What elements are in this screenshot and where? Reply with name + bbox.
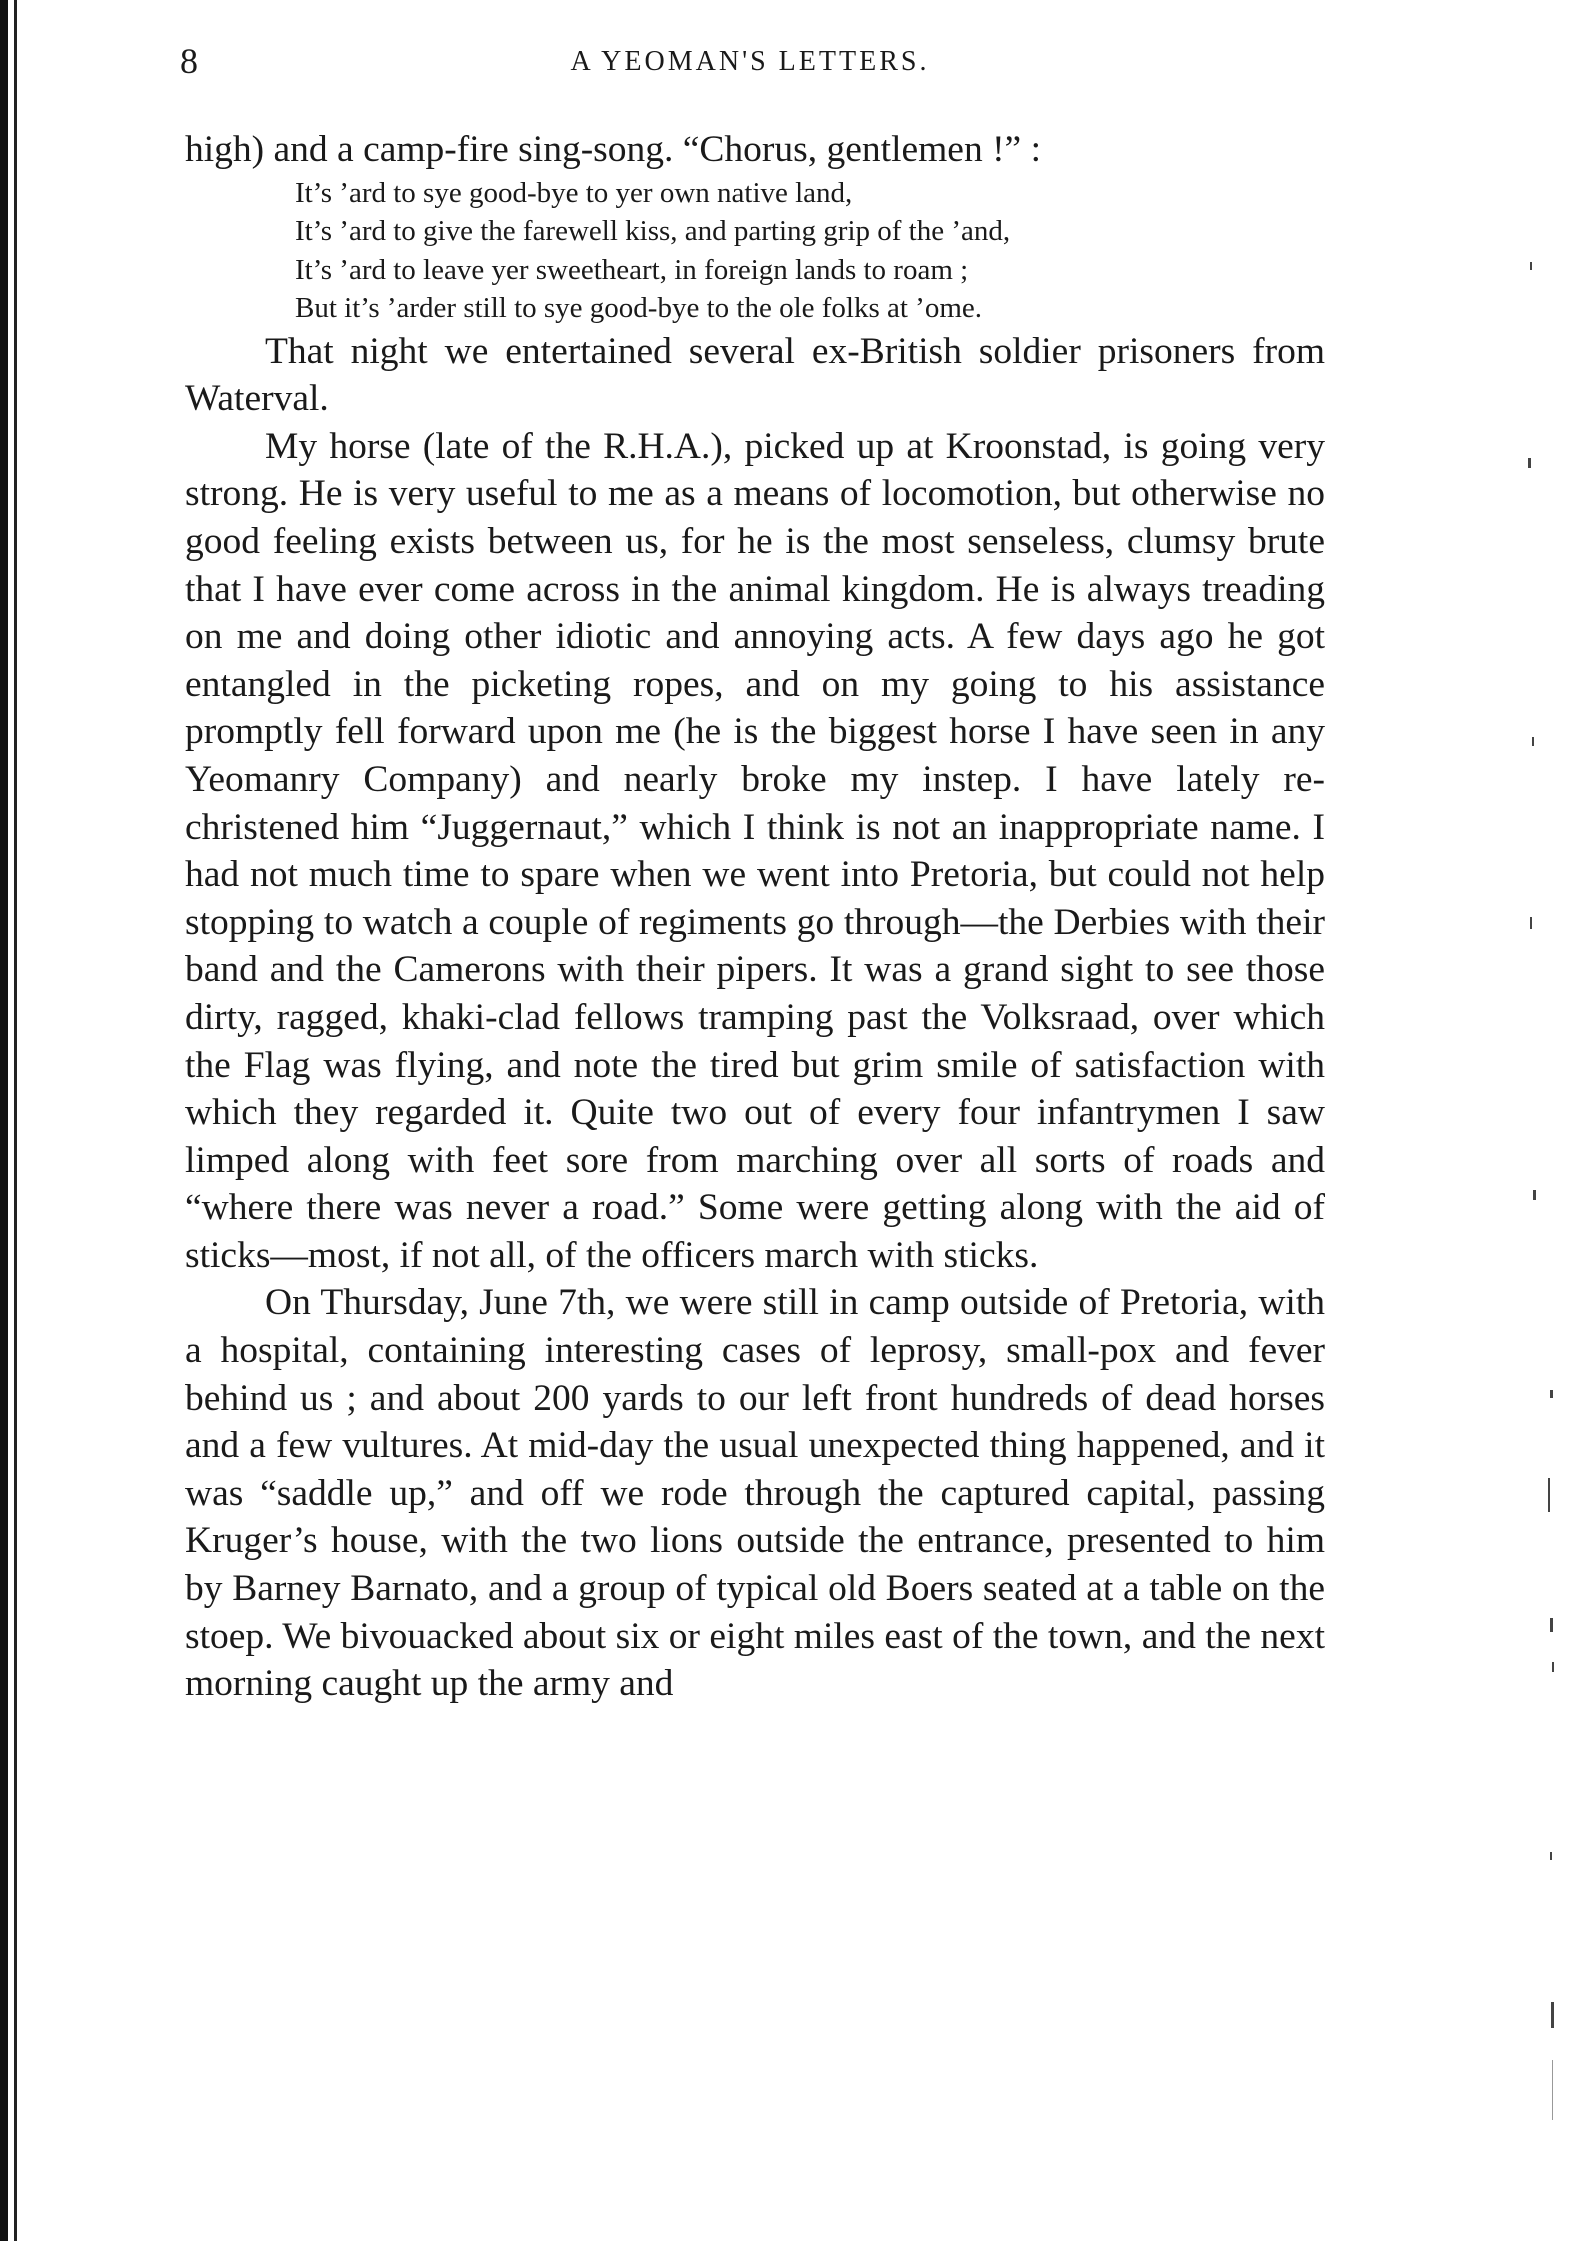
- page-binding-edge: [0, 0, 8, 2241]
- verse-line: It’s ’ard to leave yer sweetheart, in foreign lands to roam ;: [295, 253, 969, 286]
- running-title: A YEOMAN'S LETTERS.: [570, 46, 930, 77]
- page-body: [185, 126, 1325, 1708]
- page-header: [180, 40, 1320, 100]
- scan-speck: [1530, 917, 1532, 929]
- page-number: 8: [180, 41, 198, 81]
- scan-speck: [1550, 1390, 1553, 1398]
- scan-speck: [1550, 1852, 1552, 1860]
- scan-speck: [1552, 2060, 1553, 2120]
- paragraph-thursday: On Thursday, June 7th, we were still in camp outside of Pretoria, with a hospital, containing interesting cases of leprosy, small-pox and fever behind us ; and about 200 yards to our left front hundreds of dead horses and a few vultures. At mid-day the usual unexpected thing happened, and it was “saddle up,” and off we rode through the captured capital, passing Kruger’s house, with the two lions outside the entrance, presented to him by Barney Barnato, and a group of typical old Boers seated at a table on the stoep. We bivouacked about six or eight miles east of the town, and the next morning caught up the army and: [185, 1282, 1325, 1705]
- verse-line: It’s ’ard to sye good-bye to yer own native land,: [295, 176, 853, 209]
- scan-speck: [1548, 1478, 1550, 1512]
- song-verse: [295, 174, 1325, 328]
- opening-line: high) and a camp-fire sing-song. “Chorus, gentlemen !” :: [185, 129, 1041, 170]
- verse-line: It’s ’ard to give the farewell kiss, and parting grip of the ’and,: [295, 215, 1011, 248]
- scan-speck: [1530, 262, 1532, 270]
- paragraph-waterval: That night we entertained several ex-British soldier prisoners from Waterval.: [185, 330, 1325, 420]
- scan-speck: [1532, 737, 1534, 746]
- paragraph-horse: My horse (late of the R.H.A.), picked up at Kroonstad, is going very strong. He is very useful to me as a means of locomotion, but otherwise no good feeling exists between us, for he is the most senseless, clumsy brute that I have ever come across in the animal kingdom. He is always treading on me and doing other idiotic and annoying acts. A few days ago he got entangled in the picketing ropes, and on my going to his assistance promptly fell forward upon me (he is the biggest horse I have seen in any Yeomanry Company) and nearly broke my instep. I have lately re-christened him “Juggernaut,” which I think is not an inappropriate name. I had not much time to spare when we went into Pretoria, but could not help stopping to watch a couple of regiments go through—the Derbies with their band and the Camerons with their pipers. It was a grand sight to see those dirty, ragged, khaki-clad fellows tramping past the Volksraad, over which the Flag was flying, and note the tired but grim smile of satisfaction with which they regarded it. Quite two out of every four infantrymen I saw limped along with feet sore from marching over all sorts of roads and “where there was never a road.” Some were getting along with the aid of sticks—most, if not all, of the officers march with sticks.: [185, 425, 1325, 1276]
- page-binding-shadow: [14, 0, 17, 2241]
- scan-speck: [1528, 458, 1531, 468]
- scan-speck: [1550, 1618, 1553, 1632]
- scan-speck: [1533, 1190, 1536, 1200]
- verse-line: But it’s ’arder still to sye good-bye to the ole folks at ’ome.: [295, 292, 983, 325]
- scan-speck: [1551, 2002, 1554, 2028]
- scan-speck: [1552, 1662, 1554, 1672]
